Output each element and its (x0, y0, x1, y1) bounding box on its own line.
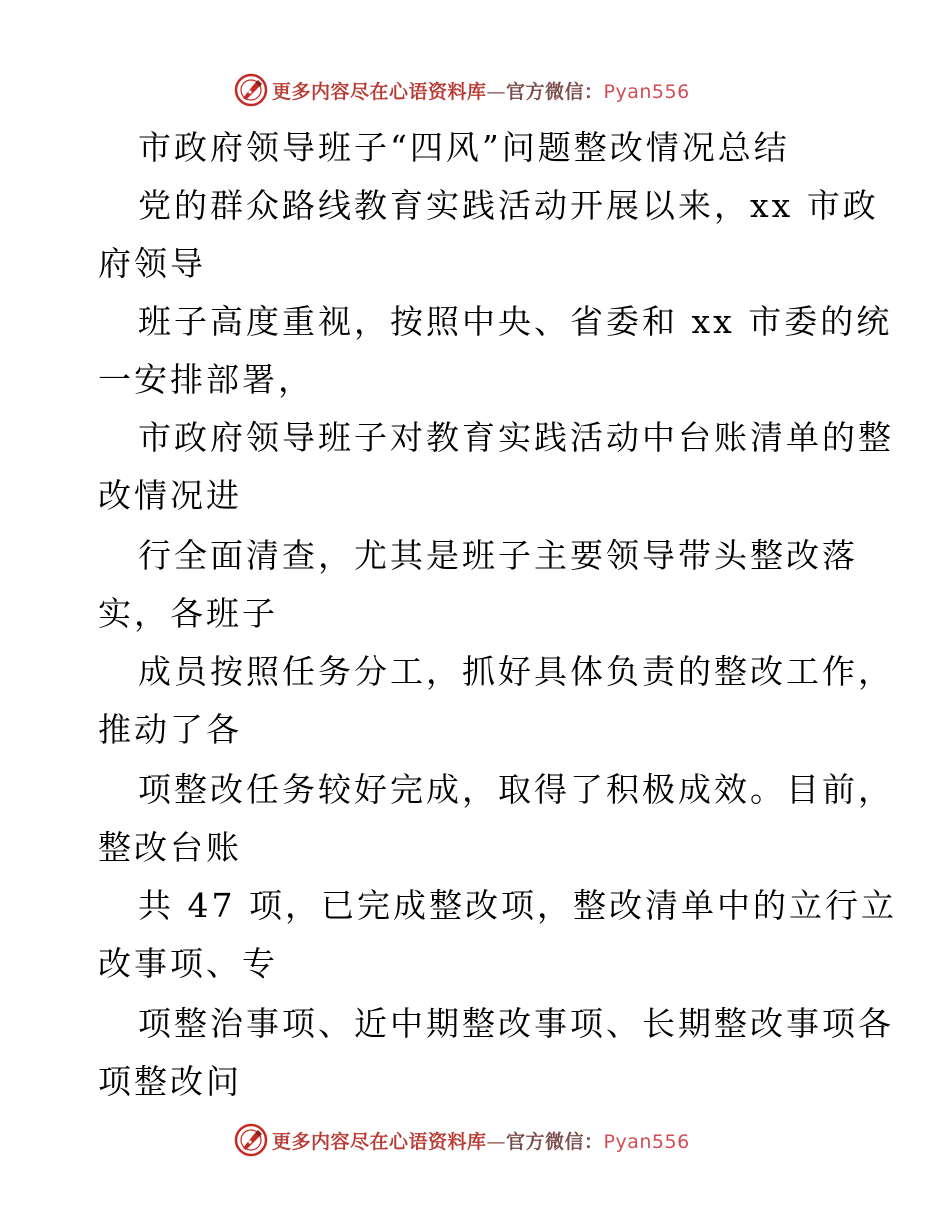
banner-dash: — (486, 80, 507, 103)
banner-wechat-label: 官方微信： (506, 80, 604, 103)
paragraph-line: 班子高度重视，按照中央、省委和 xx 市委的统 (138, 302, 893, 341)
document-title: 市政府领导班子“四风”问题整改情况总结 (138, 128, 790, 167)
paragraph-line: 市政府领导班子对教育实践活动中台账清单的整 (138, 418, 894, 457)
banner-wechat-handle: Pyan556 (603, 1130, 690, 1153)
banner-text (272, 77, 690, 104)
paragraph-line: 推动了各 (98, 710, 242, 749)
paragraph-line: 项整改任务较好完成，取得了积极成效。目前， (138, 770, 894, 809)
paragraph-line: 实，各班子 (98, 594, 278, 633)
paragraph-line: 党的群众路线教育实践活动开展以来，xx 市政 (138, 186, 879, 225)
pen-nib-circle-icon (234, 73, 268, 107)
paragraph-line: 共 47 项，已完成整改项，整改清单中的立行立 (138, 886, 897, 925)
paragraph-line: 府领导 (98, 244, 206, 283)
banner-main-text: 更多内容尽在心语资料库 (272, 80, 487, 103)
paragraph-line: 整改台账 (98, 828, 242, 867)
paragraph-line: 项整治事项、近中期整改事项、长期整改事项各 (138, 1004, 894, 1043)
paragraph-line: 项整改问 (98, 1062, 242, 1101)
banner-wechat-label: 官方微信： (506, 1130, 604, 1153)
banner-text (272, 1127, 690, 1154)
banner-main-text: 更多内容尽在心语资料库 (272, 1130, 487, 1153)
pen-nib-circle-icon (234, 1123, 268, 1157)
paragraph-line: 行全面清查，尤其是班子主要领导带头整改落 (138, 536, 858, 575)
footer-banner (234, 1122, 754, 1158)
paragraph-line: 改事项、专 (98, 944, 278, 983)
paragraph-line: 成员按照任务分工，抓好具体负责的整改工作， (138, 652, 894, 691)
banner-dash: — (486, 1130, 507, 1153)
banner-wechat-handle: Pyan556 (603, 80, 690, 103)
paragraph-line: 一安排部署， (98, 360, 314, 399)
header-banner (234, 72, 754, 108)
paragraph-line: 改情况进 (98, 476, 242, 515)
